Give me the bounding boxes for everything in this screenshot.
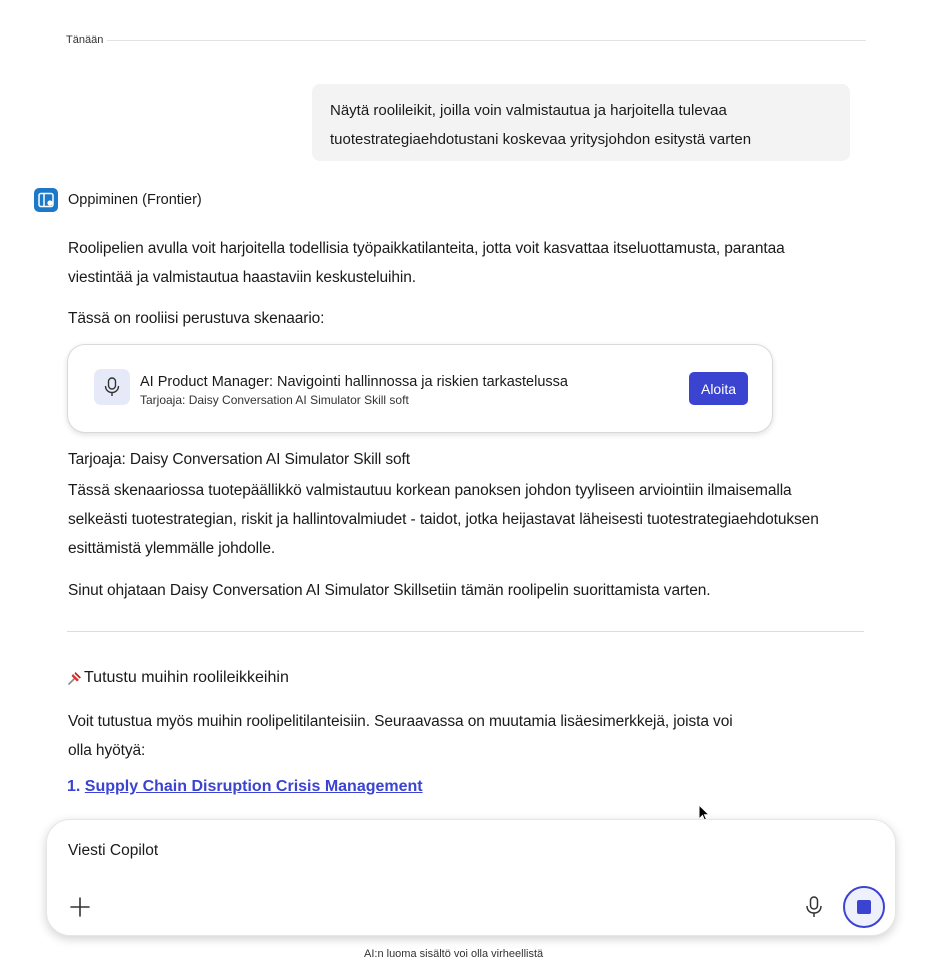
list-item-number: 1. xyxy=(67,778,81,795)
assistant-header xyxy=(34,188,202,212)
list-item xyxy=(67,778,423,796)
microphone-icon xyxy=(94,369,130,405)
explore-line-2: olla hyötyä: xyxy=(68,742,146,759)
date-separator xyxy=(66,34,866,48)
user-message-line-1: Näytä roolileikit, joilla voin valmistautua ja harjoitella tulevaa xyxy=(330,102,727,119)
learning-app-icon xyxy=(34,188,58,212)
user-message-line-2: tuotestrategiaehdotustani koskevaa yritysjohdon esitystä varten xyxy=(330,131,752,148)
section-divider xyxy=(67,631,864,632)
stop-square xyxy=(857,900,871,914)
scenario-description xyxy=(68,476,819,563)
explore-heading-text: Tutustu muihin roolileikkeihin xyxy=(84,669,289,686)
ai-disclaimer: AI:n luoma sisältö voi olla virheellistä xyxy=(364,948,544,960)
message-composer xyxy=(46,819,896,936)
date-label: Tänään xyxy=(66,34,107,46)
supply-chain-scenario-link[interactable]: Supply Chain Disruption Crisis Management xyxy=(84,778,423,795)
scenario-lead: Tässä on rooliisi perustuva skenaario: xyxy=(68,310,325,327)
assistant-intro xyxy=(68,234,785,292)
assistant-name: Oppiminen (Frontier) xyxy=(68,192,202,208)
stop-icon[interactable] xyxy=(843,886,885,928)
message-input[interactable] xyxy=(68,840,768,862)
explore-intro xyxy=(68,707,733,765)
scenario-card[interactable] xyxy=(67,344,773,433)
date-divider-line xyxy=(106,40,866,41)
microphone-icon[interactable] xyxy=(801,894,827,920)
description-line-1: Tässä skenaariossa tuotepäällikkö valmistautuu korkean panoksen johdon tyyliseen arviointiin ilmaisemalla xyxy=(68,482,792,499)
description-line-3: esittämistä ylemmälle johdolle. xyxy=(68,540,276,557)
guided-line: Sinut ohjataan Daisy Conversation AI Simulator Skillsetiin tämän roolipelin suorittamista varten. xyxy=(68,582,711,599)
scenario-title: AI Product Manager: Navigointi hallinnossa ja riskien tarkastelussa xyxy=(140,374,568,390)
user-message-bubble xyxy=(312,84,850,161)
pushpin-icon xyxy=(66,669,84,687)
intro-line-1: Roolipelien avulla voit harjoitella todellisia työpaikkatilanteita, jotta voit kasvattaa itseluottamusta, parantaa xyxy=(68,240,785,257)
intro-line-2: viestintää ja valmistautua haastaviin keskusteluihin. xyxy=(68,269,416,286)
plus-icon[interactable] xyxy=(67,894,93,920)
provider-line: Tarjoaja: Daisy Conversation AI Simulator Skill soft xyxy=(68,451,410,468)
description-line-2: selkeästi tuotestrategian, riskit ja hallintovalmiudet - taidot, jotka heijastavat läheisesti tuotestrategiaehdotuksen xyxy=(68,511,819,528)
scenario-provider: Tarjoaja: Daisy Conversation AI Simulator Skill soft xyxy=(140,393,409,407)
explore-line-1: Voit tutustua myös muihin roolipelitilanteisiin. Seuraavassa on muutamia lisäesimerkkejä, joista voi xyxy=(68,713,733,730)
start-roleplay-button[interactable]: Aloita xyxy=(689,372,748,405)
explore-heading xyxy=(66,669,289,687)
